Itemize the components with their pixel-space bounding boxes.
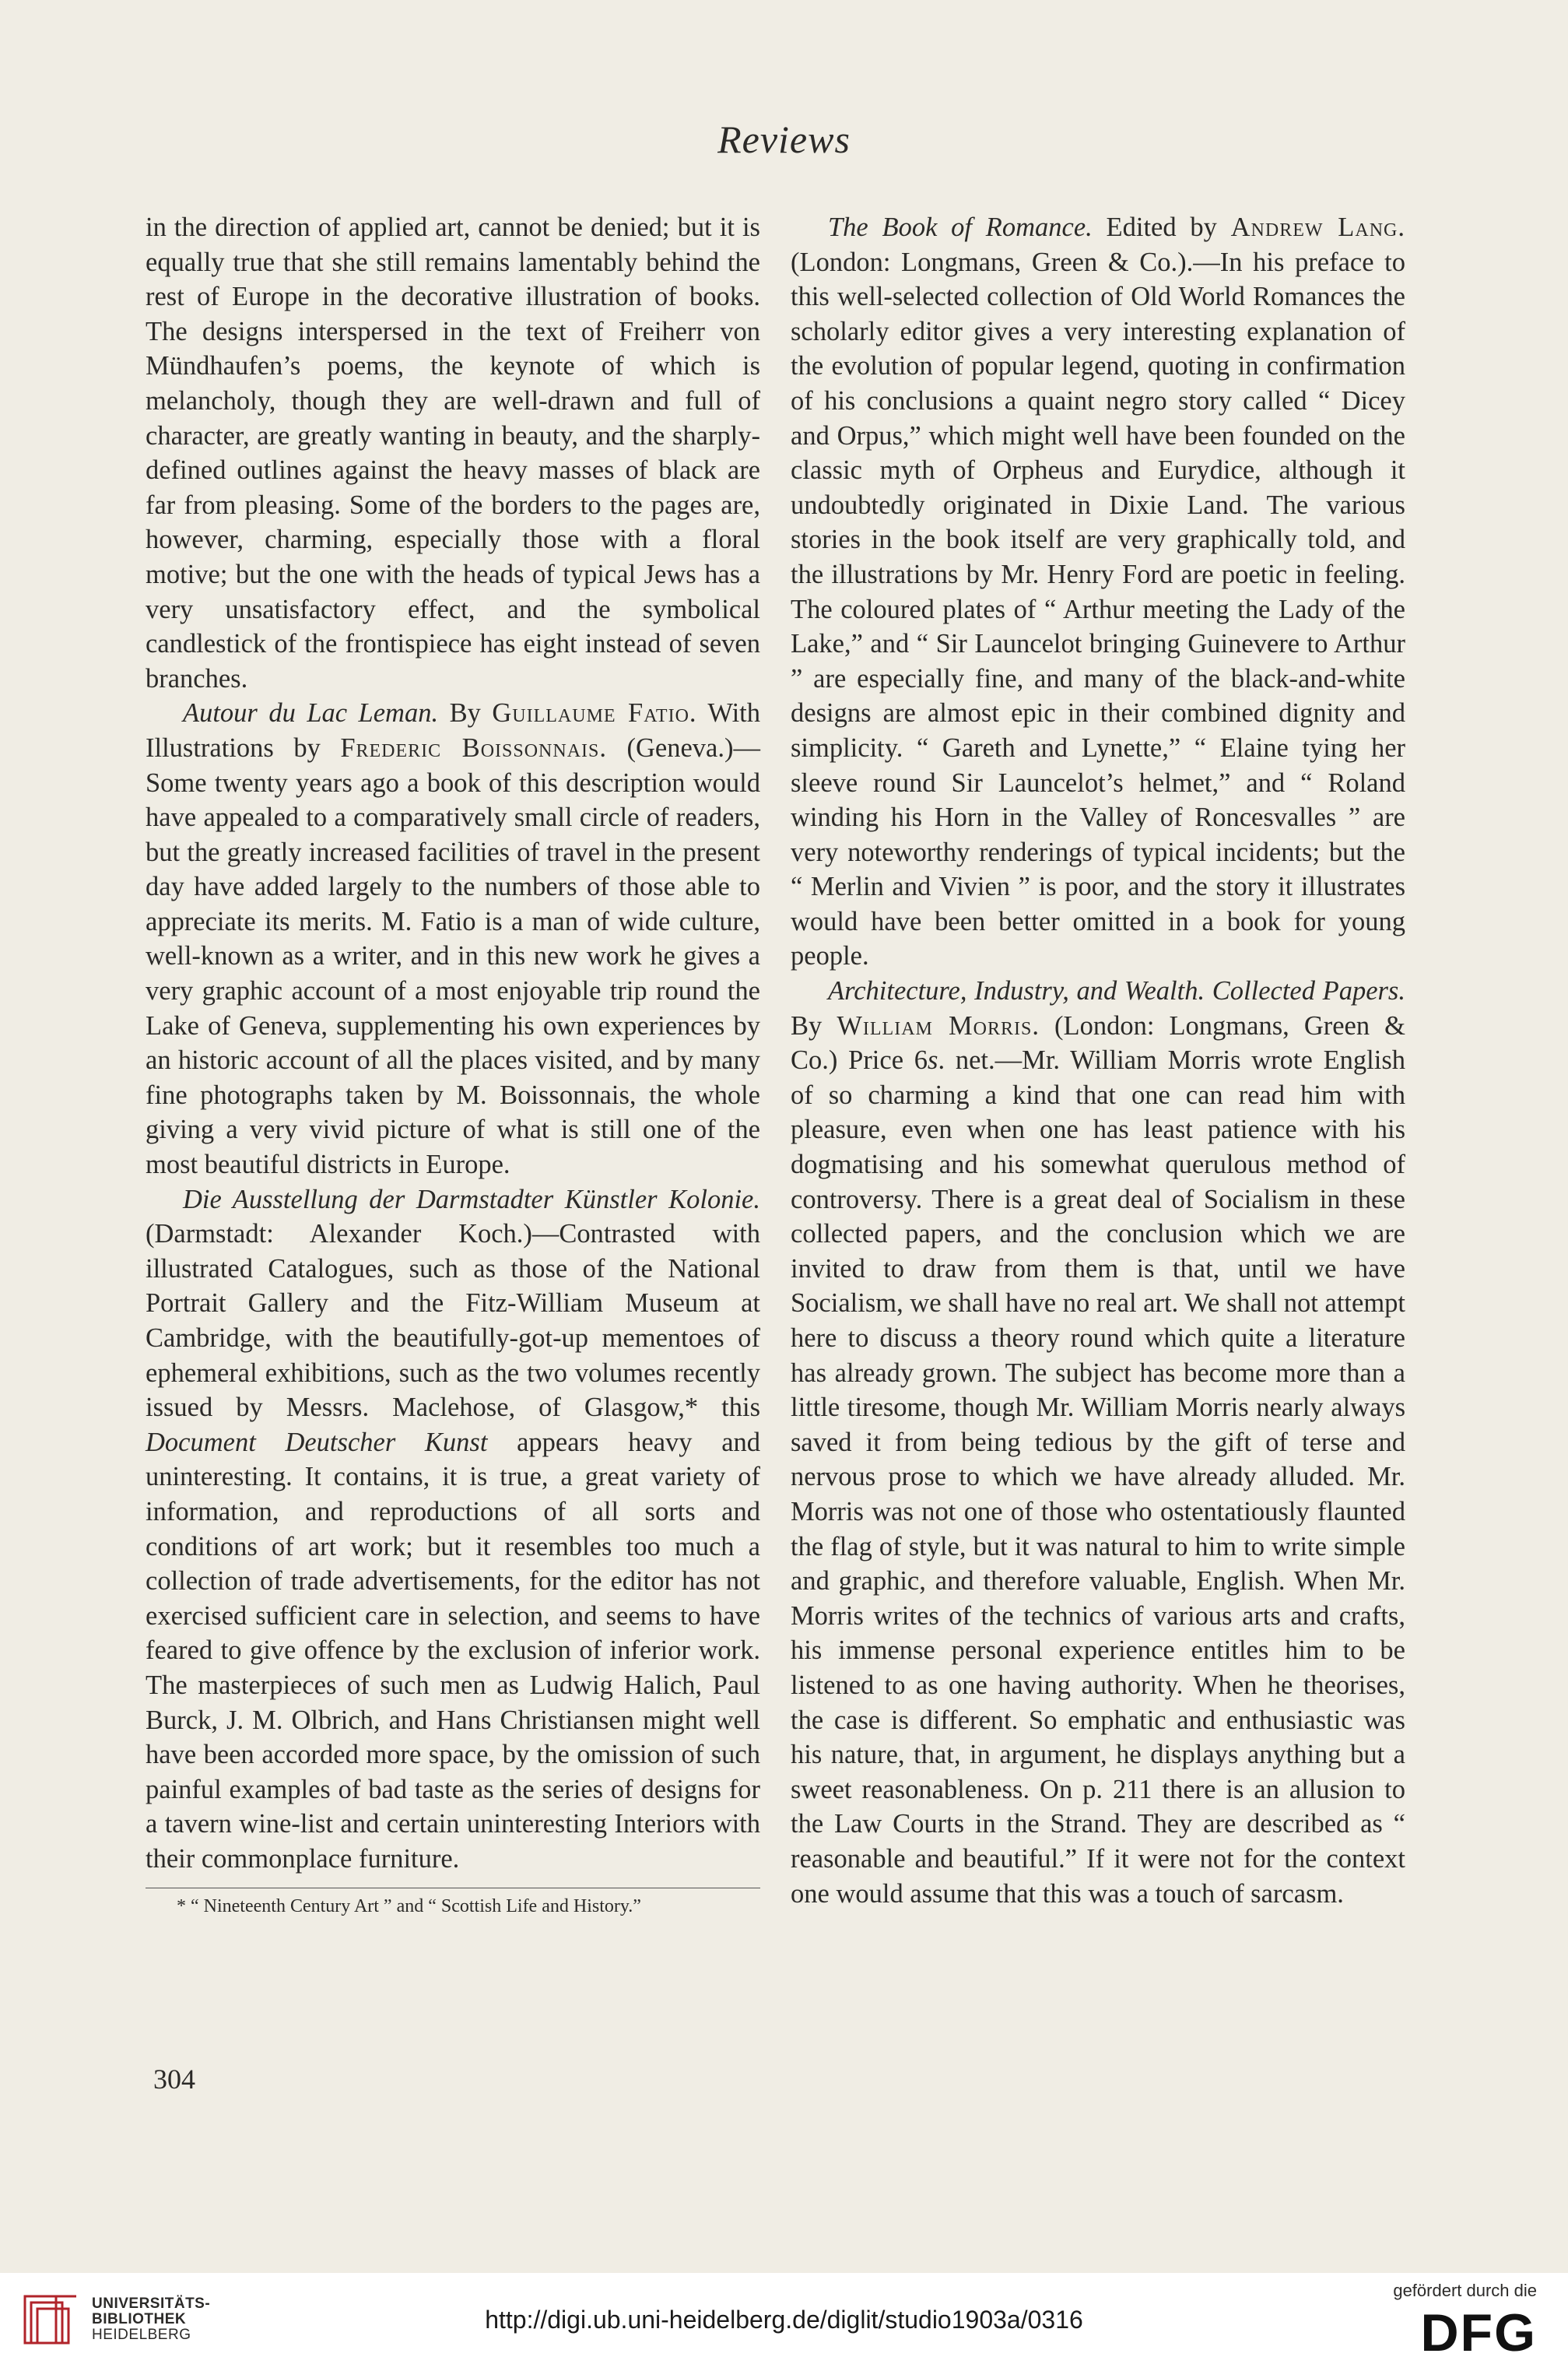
review-paragraph: Autour du Lac Leman. By Guillaume Fatio. With Illustrations by Frederic Boissonnais. (Geneva.)—Some twenty years ago a book of this description would have appealed to a comparatively small circle of readers, but the greatly increased facilities of travel in the present day have added largely to the numbers of those able to appreciate its merits. M. Fatio is a man of wide culture, well-known as a writer, and in this new work he gives a very graphic account of a most enjoyable trip round the Lake of Geneva, supplementing his own experiences by an historic account of all the places visited, and by many fine photographs taken by M. Boissonnais, the whole giving a very vivid picture of what is still one of the most beautiful districts in Europe. (146, 698, 760, 1180)
left-column (146, 210, 760, 1918)
review-text: (London: Longmans, Green & Co.).—In his preface to this well-selected collection of Old World Romances the scholarly editor gives a very interesting explanation of the evolution of popular legend, quoting in confirmation of his conclusions a quaint negro story called “ Dicey and Orpus,” which might well have been founded on the classic myth of Orpheus and Eurydice, although it undoubtedly originated in Dixie Land. The various stories in the book itself are very graphically told, and the illustrations by Mr. Henry Ford are poetic in feeling. The coloured plates of “ Arthur meeting the Lady of the Lake,” and “ Sir Launcelot bringing Guinevere to Arthur ” are especially fine, and many of the black-and-white designs are almost epic in their combined dignity and simplicity. “ Gareth and Lynette,” “ Elaine tying her sleeve round Sir Launcelot’s helmet,” and “ Roland winding his Horn in the Valley of Roncesvalles ” are very noteworthy renderings of typical incidents; but the “ Merlin and Vivien ” is poor, and the story it illustrates would have been better omitted in a book for young people. (791, 247, 1405, 971)
review-text: . net.—Mr. William Morris wrote English of so charming a kind that one can read him with pleasure, even when one has least patience with his dogmatising and his somewhat querulous method of controversy. There is a great deal of Socialism in these collected papers, and the conclusion which we are invited to draw from them is that, until we have Socialism, we shall have no real art. We shall not attempt here to discuss a theory round which quite a literature has already grown. The subject has become more than a little tiresome, though Mr. William Morris nearly always saved it from being tedious by the gift of terse and nervous prose to which we have already alluded. Mr. Morris was not one of those who ostentatiously flaunted the flag of style, but it was natural to him to write simple and graphic, and therefore valuable, English. When Mr. Morris writes of the technics of various arts and crafts, his immense personal experience entitles him to be listened to as one having authority. When he theorises, the case is different. So emphatic and enthusiastic was his nature, that, in argument, he displays anything but a sweet reasonableness. On p. 211 there is an allusion to the Law Courts in the Strand. They are described as “ reasonable and beautiful.” If it were not for the context one would assume that this was a touch of sarcasm. (791, 1045, 1406, 1909)
book-title: Document Deutscher Kunst (146, 1427, 488, 1457)
review-paragraph (146, 1182, 760, 1877)
review-text: (Darmstadt: Alexander Koch.)—Contrasted with illustrated Catalogues, such as those of the National Portrait Gallery and the Fitz-William Museum at Cambridge, with the beautifully-got-up mementoes of ephemeral exhibitions, such as the two volumes recently issued by Messrs. Maclehose, of Glasgow,* this (146, 1219, 760, 1423)
funding-note: gefördert durch die (1393, 2281, 1537, 2300)
review-text: appears heavy and uninteresting. It contains, it is true, a great variety of information, and reproductions of all sorts and conditions of art work; but it resembles too much a collection of trade advertisements, for the editor has not exercised sufficient care in selection, and seems to have feared to give offence by the exclusion of inferior work. The masterpieces of such men as Ludwig Halich, Paul Burck, J. M. Olbrich, and Hans Christiansen might well have been accorded more space, by the omission of such painful examples of bad taste as the series of designs for a tavern wine-list and certain uninteresting Interiors with their commonplace furniture. (146, 1427, 761, 1874)
dfg-logo: DFG (1420, 2303, 1537, 2362)
editor-name: Andrew Lang. (1230, 213, 1405, 242)
review-text: (London: Longmans, Green & Co.) Price 6 (791, 1010, 1406, 1076)
footnote: * “ Nineteenth Century Art ” and “ Scottish Life and History.” (177, 1895, 641, 1916)
book-title: The Book of Romance. (828, 213, 1093, 242)
library-name: UNIVERSITÄTS- BIBLIOTHEK HEIDELBERG (92, 2296, 211, 2343)
book-title: Die Ausstellung der Darmstadter Künstler Kolonie. (183, 1184, 760, 1214)
author-name: Guillaume Fatio. (492, 698, 697, 729)
book-title: Architecture, Industry, and Wealth. Collected Papers. (828, 976, 1405, 1006)
review-paragraph: Architecture, Industry, and Wealth. Collected Papers. By William Morris. (London: Longmans, Green & Co.) Price 6s. net.—Mr. William Morris wrote English of so charming a kind that one can read him with pleasure, even when one has least patience with his dogmatising and his somewhat querulous method of controversy. There is a great deal of Socialism in these collected papers, and the conclusion which we are invited to draw from them is that, until we have Socialism, we shall have no real art. We shall not attempt here to discuss a theory round which quite a literature has already grown. The subject has become more than a little tiresome, though Mr. William Morris nearly always saved it from being tedious by the gift of terse and nervous prose to which we have already alluded. Mr. Morris was not one of those who ostentatiously flaunted the flag of style, but it was natural to him to write simple and graphic, and therefore valuable, English. When Mr. Morris writes of the technics of various arts and crafts, his immense personal experience entitles him to be listened to as one having authority. When he theorises, the case is different. So emphatic and enthusiastic was his nature, that, in argument, he displays anything but a sweet reasonableness. On p. 211 there is an allusion to the Law Courts in the Strand. They are described as “ reasonable and beautiful.” If it were not for the context one would assume that this was a touch of sarcasm. (791, 976, 1406, 1909)
illustrator-name: Frederic Boissonnais. (340, 732, 608, 763)
page-number: 304 (153, 2064, 195, 2095)
review-paragraph: The Book of Romance. Edited by Andrew Lang. (London: Longmans, Green & Co.).—In his preface to this well-selected collection of Old World Romances the scholarly editor gives a very interesting explanation of the evolution of popular legend, quoting in confirmation of his conclusions a quaint negro story called “ Dicey and Orpus,” which might well have been founded on the classic myth of Orpheus and Eurydice, although it undoubtedly originated in Dixie Land. The various stories in the book itself are very graphically told, and the illustrations by Mr. Henry Ford are poetic in feeling. The coloured plates of “ Arthur meeting the Lady of the Lake,” and “ Sir Launcelot bringing Guinevere to Arthur ” are especially fine, and many of the black-and-white designs are almost epic in their combined dignity and simplicity. “ Gareth and Lynette,” “ Elaine tying her sleeve round Sir Launcelot’s helmet,” and “ Roland winding his Horn in the Valley of Roncesvalles ” are very noteworthy renderings of typical incidents; but the “ Merlin and Vivien ” is poor, and the story it illustrates would have been better omitted in a book for young people. (791, 213, 1405, 971)
book-title: Autour du Lac Leman. (183, 698, 439, 729)
right-column (791, 210, 1405, 1911)
review-text: (Geneva.)—Some twenty years ago a book of this description would have appealed to a comparatively small circle of readers, but the greatly increased facilities of travel in the present day have added largely to the numbers of those able to appreciate its merits. M. Fatio is a man of wide culture, well-known as a writer, and in this new work he gives a very graphic account of a most enjoyable trip round the Lake of Geneva, supplementing his own experiences by an historic account of all the places visited, and by many fine photographs taken by M. Boissonnais, the whole giving a very vivid picture of what is still one of the most beautiful districts in Europe. (146, 732, 760, 1180)
page-header: Reviews (717, 118, 851, 161)
author-name: William Morris. (837, 1010, 1040, 1041)
source-url-link[interactable]: http://digi.ub.uni-heidelberg.de/diglit/studio1903a/0316 (485, 2306, 1083, 2334)
review-paragraph: in the direction of applied art, cannot be denied; but it is equally true that she still remains lamentably behind the rest of Europe in the decorative illustration of books. The designs interspersed in the text of Freiherr von Mündhaufen’s poems, the keynote of which is melancholy, though they are well-drawn and full of character, are greatly wanting in beauty, and the sharply-defined outlines against the heavy masses of black are far from pleasing. Some of the borders to the pages are, however, charming, especially those with a floral motive; but the one with the heads of typical Jews has a very unsatisfactory effect, and the symbolical candlestick of the frontispiece has eight instead of seven branches. (146, 213, 760, 694)
